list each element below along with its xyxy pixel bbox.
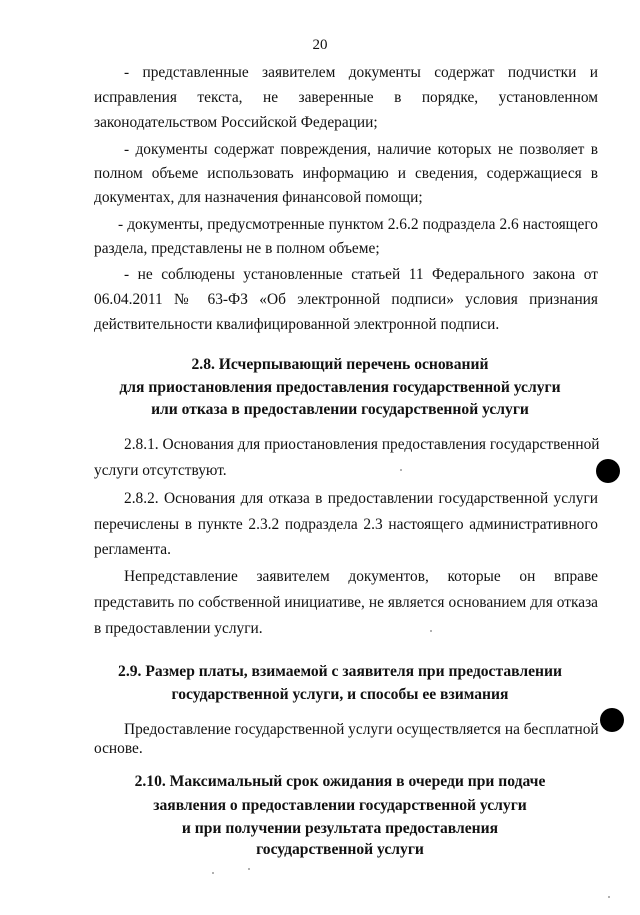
paragraph-line: услуги отсутствуют.: [94, 462, 227, 479]
punch-hole-mark: [596, 459, 620, 483]
paragraph-line: 2.8.1. Основания для приостановления предоставления государственной: [124, 436, 600, 453]
paragraph-line: документах, для назначения финансовой помощи;: [94, 189, 423, 206]
paragraph-line: регламента.: [94, 541, 171, 558]
paragraph-line: перечислены в пункте 2.3.2 подраздела 2.3 настоящего административного: [94, 516, 598, 533]
paragraph-line: 2.8.2. Основания для отказа в предоставлении государственной услуги: [124, 490, 598, 507]
paragraph-line: - не соблюдены установленные статьей 11 Федерального закона от: [124, 266, 598, 283]
section-heading: 2.8. Исчерпывающий перечень оснований: [191, 356, 489, 373]
section-heading: государственной услуги: [256, 841, 424, 858]
punch-hole-mark: [600, 708, 624, 732]
paragraph-line: - представленные заявителем документы содержат подчистки и: [124, 64, 598, 81]
section-heading: и при получении результата предоставления: [181, 820, 499, 837]
section-heading: или отказа в предоставлении государственной услуги: [151, 401, 529, 418]
paragraph-line: представить по собственной инициативе, не является основанием для отказа: [94, 594, 598, 611]
paragraph-line: 06.04.2011 № 63-ФЗ «Об электронной подписи» условия признания: [94, 291, 598, 308]
paragraph-line: - документы, предусмотренные пунктом 2.6.2 подраздела 2.6 настоящего: [118, 216, 598, 233]
paragraph-line: основе.: [94, 740, 143, 757]
scan-speck: [400, 469, 402, 471]
section-heading: для приостановления предоставления государственной услуги: [119, 379, 561, 396]
scan-speck: [608, 896, 610, 898]
paragraph-line: в предоставлении услуги.: [94, 620, 263, 637]
paragraph-line: исправления текста, не заверенные в порядке, установленном: [94, 89, 598, 106]
scan-speck: [248, 868, 250, 870]
section-heading: 2.9. Размер платы, взимаемой с заявителя при предоставлении: [118, 663, 562, 680]
section-heading: 2.10. Максимальный срок ожидания в очереди при подаче: [134, 773, 546, 790]
paragraph-line: законодательством Российской Федерации;: [94, 114, 378, 131]
section-heading: государственной услуги, и способы ее взимания: [171, 686, 509, 703]
section-heading: заявления о предоставлении государственной услуги: [153, 797, 527, 814]
paragraph-line: раздела, представлены не в полном объеме;: [94, 240, 380, 257]
paragraph-line: - документы содержат повреждения, наличие которых не позволяет в: [124, 141, 598, 158]
paragraph-line: полном объеме использовать информацию и сведения, содержащиеся в: [94, 165, 598, 182]
paragraph-line: Предоставление государственной услуги осуществляется на бесплатной: [124, 721, 599, 738]
paragraph-line: Непредставление заявителем документов, которые он вправе: [124, 568, 598, 585]
scan-speck: [212, 872, 214, 874]
paragraph-line: действительности квалифицированной электронной подписи.: [94, 316, 500, 333]
scan-speck: [430, 630, 432, 632]
page-number: 20: [312, 37, 328, 53]
